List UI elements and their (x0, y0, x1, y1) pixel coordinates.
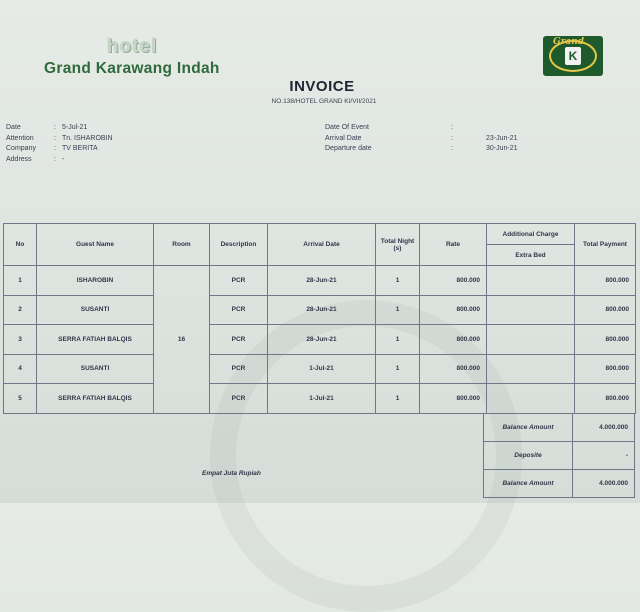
cell-no: 5 (4, 384, 37, 414)
info-label: Address (6, 155, 32, 163)
hotel-word-logo: hotel (107, 36, 158, 57)
cell-no: 4 (4, 354, 37, 384)
info-label: Date Of Event (325, 124, 369, 131)
info-row-date (6, 123, 113, 134)
invoice-number: NO.138/HOTEL GRAND KI/VII/2021 (271, 98, 377, 105)
header-room: Room (154, 224, 210, 266)
info-row-attention (6, 134, 113, 145)
cell-total: 800.000 (575, 325, 636, 355)
info-value: 30-Jun-21 (486, 145, 518, 152)
cell-description: PCR (210, 295, 268, 325)
cell-extra-bed (487, 266, 575, 296)
cell-rate: 800.000 (420, 354, 487, 384)
info-value: 23-Jun-21 (486, 134, 518, 142)
info-row-arrival (325, 134, 518, 145)
cell-description: PCR (210, 266, 268, 296)
info-sep: : (54, 145, 56, 152)
summary-table (483, 413, 635, 498)
summary-label: Balance Amount (484, 414, 573, 442)
info-sep: : (451, 145, 453, 152)
logo-k-icon: K (565, 47, 581, 65)
cell-no: 1 (4, 266, 37, 296)
header-total-payment: Total Payment (575, 224, 636, 266)
cell-arrival: 28-Jun-21 (268, 295, 376, 325)
cell-nights: 1 (376, 295, 420, 325)
info-sep: : (54, 155, 56, 163)
cell-extra-bed (487, 354, 575, 384)
summary-row-deposit (484, 442, 635, 470)
cell-rate: 800.000 (420, 295, 487, 325)
header-guest-name: Guest Name (37, 224, 154, 266)
cell-no: 3 (4, 325, 37, 355)
cell-total: 800.000 (575, 384, 636, 414)
info-row-departure (325, 144, 518, 155)
cell-description: PCR (210, 384, 268, 414)
info-sep: : (54, 134, 56, 142)
hotel-name: Grand Karawang Indah (44, 60, 220, 77)
cell-guest: SERRA FATIAH BALQIS (37, 325, 154, 355)
cell-total: 800.000 (575, 295, 636, 325)
cell-guest: SUSANTI (37, 354, 154, 384)
cell-extra-bed (487, 295, 575, 325)
cell-nights: 1 (376, 325, 420, 355)
header-no: No (4, 224, 37, 266)
header-additional-charge: Additional Charge (487, 224, 575, 245)
event-info (325, 123, 518, 155)
info-value: - (62, 155, 65, 163)
info-value: TV BERITA (62, 145, 98, 152)
table-row (4, 266, 636, 296)
header-total-night: Total Night (s) (376, 224, 420, 266)
info-row-company (6, 144, 113, 155)
invoice-table (3, 223, 636, 414)
cell-description: PCR (210, 354, 268, 384)
header-arrival-date: Arrival Date (268, 224, 376, 266)
header-description: Description (210, 224, 268, 266)
cell-arrival: 1-Jul-21 (268, 384, 376, 414)
invoice-title-wrap (0, 78, 640, 95)
summary-label: Balance Amount (484, 470, 573, 498)
info-row-event-date (325, 123, 518, 134)
logo-script-text: Grand (553, 37, 585, 47)
header-rate: Rate (420, 224, 487, 266)
summary-value: 4.000.000 (573, 414, 635, 442)
table-row (4, 384, 636, 414)
table-row (4, 354, 636, 384)
header-extra-bed: Extra Bed (487, 245, 575, 266)
info-sep: : (54, 124, 56, 131)
cell-guest: ISHAROBIN (37, 266, 154, 296)
amount-in-words: Empat Juta Rupiah (202, 470, 261, 477)
cell-arrival: 1-Jul-21 (268, 354, 376, 384)
cell-rate: 800.000 (420, 325, 487, 355)
cell-extra-bed (487, 325, 575, 355)
cell-guest: SUSANTI (37, 295, 154, 325)
info-sep: : (451, 134, 453, 142)
cell-rate: 800.000 (420, 266, 487, 296)
info-label: Company (6, 145, 36, 152)
cell-nights: 1 (376, 354, 420, 384)
info-sep: : (451, 124, 453, 131)
cell-total: 800.000 (575, 266, 636, 296)
cell-room: 16 (154, 266, 210, 414)
cell-rate: 800.000 (420, 384, 487, 414)
cell-total: 800.000 (575, 354, 636, 384)
cell-arrival: 28-Jun-21 (268, 325, 376, 355)
summary-value: 4.000.000 (573, 470, 635, 498)
cell-description: PCR (210, 325, 268, 355)
cell-extra-bed (487, 384, 575, 414)
table-row (4, 325, 636, 355)
cell-arrival: 28-Jun-21 (268, 266, 376, 296)
summary-label: Deposite (484, 442, 573, 470)
info-label: Departure date (325, 145, 372, 152)
info-label: Arrival Date (325, 134, 362, 142)
info-value: 5-Jul-21 (62, 124, 88, 131)
cell-guest: SERRA FATIAH BALQIS (37, 384, 154, 414)
cell-nights: 1 (376, 384, 420, 414)
summary-value: - (573, 442, 635, 470)
cell-nights: 1 (376, 266, 420, 296)
info-label: Attention (6, 134, 34, 142)
client-info (6, 123, 113, 165)
summary-row-final-balance (484, 470, 635, 498)
info-label: Date (6, 124, 21, 131)
hotel-logo (543, 36, 603, 76)
summary-row-balance (484, 414, 635, 442)
info-row-address (6, 155, 113, 166)
info-value: Tn. ISHAROBIN (62, 134, 113, 142)
cell-no: 2 (4, 295, 37, 325)
invoice-title: INVOICE (289, 78, 355, 95)
table-row (4, 295, 636, 325)
